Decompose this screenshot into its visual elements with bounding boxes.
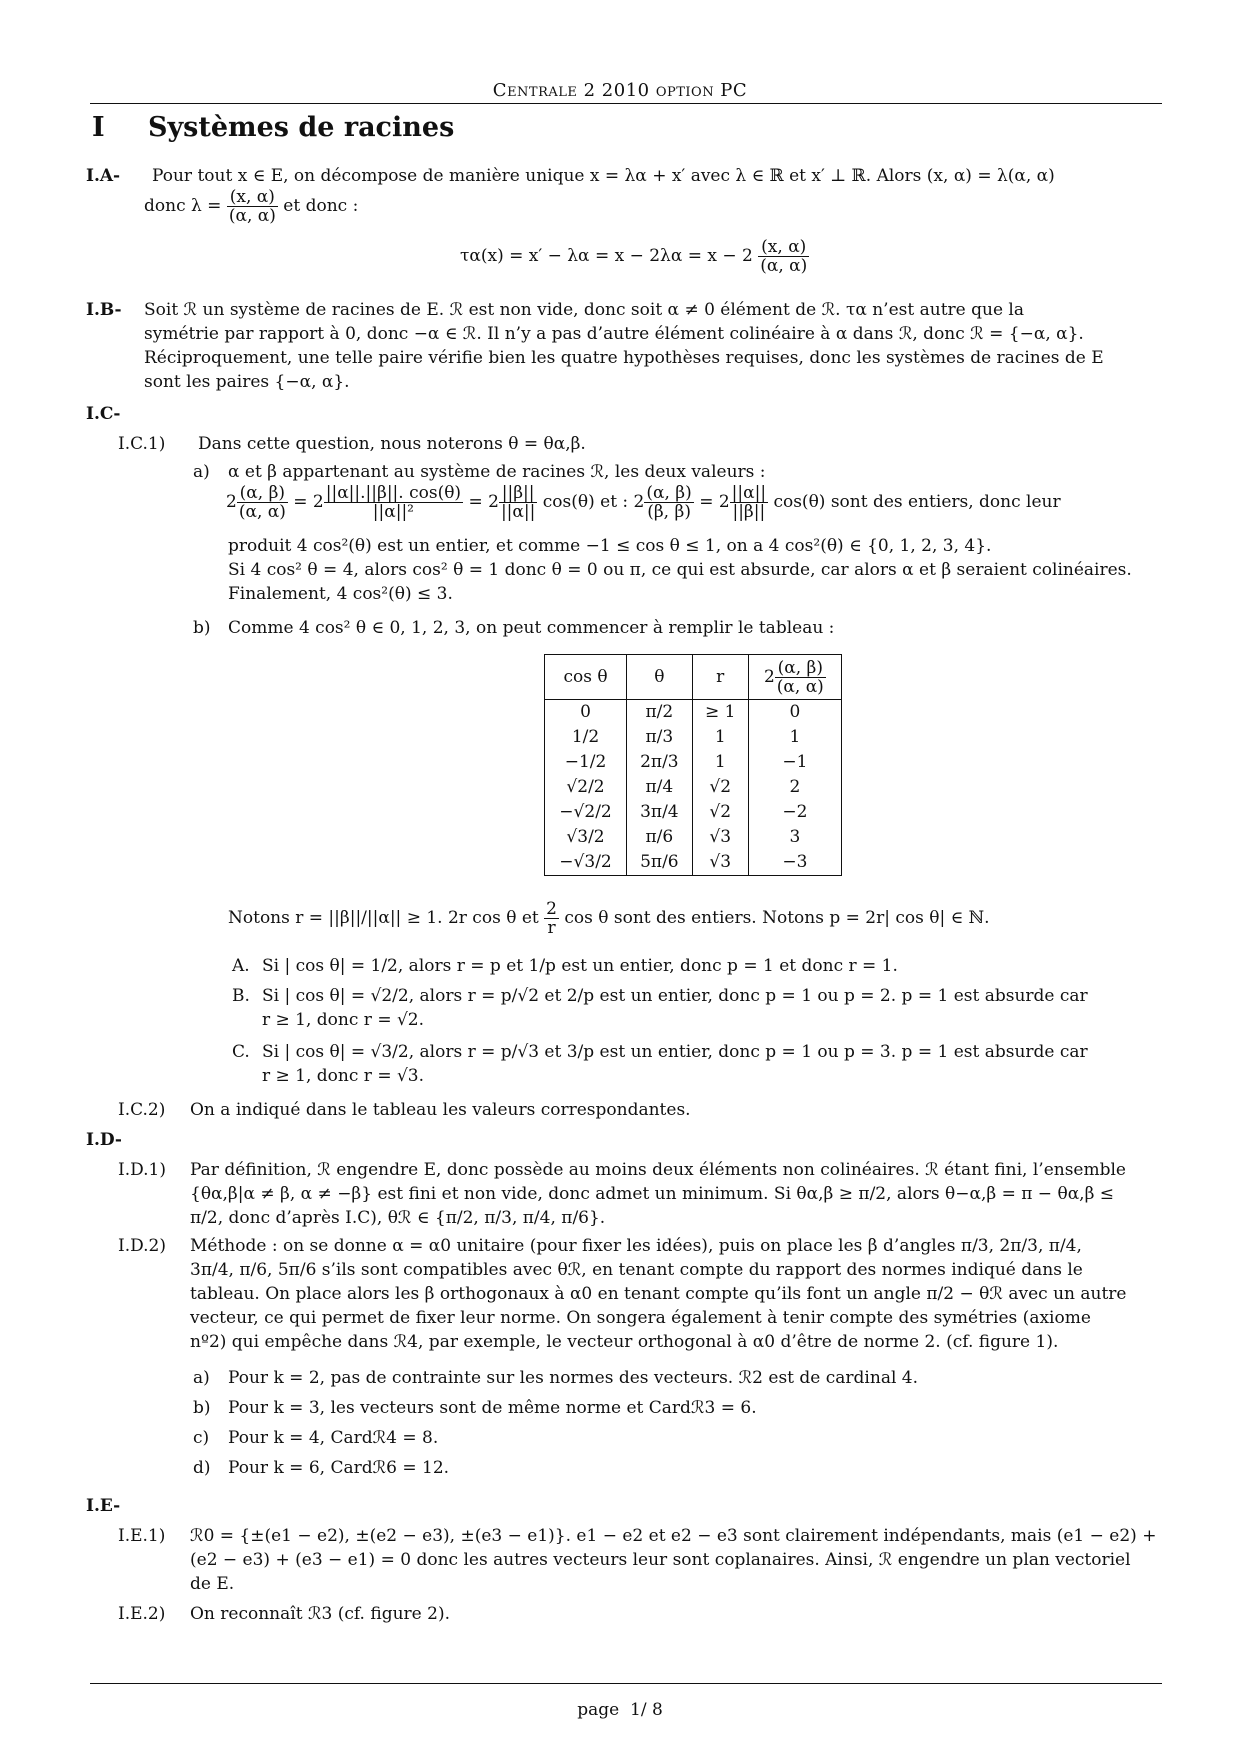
label-IE2: I.E.2) — [118, 1604, 166, 1624]
case-line: r ≥ 1, donc r = √3. — [262, 1066, 425, 1086]
label-IE1: I.E.1) — [118, 1526, 166, 1546]
ID-item-text: Pour k = 3, les vecteurs sont de même norme et Cardℛ3 = 6. — [228, 1398, 757, 1418]
case-line: Si | cos θ| = √2/2, alors r = p/√2 et 2/p est un entier, donc p = 1 ou p = 2. p = 1 est absurde car — [262, 986, 1088, 1006]
case-label: C. — [232, 1042, 250, 1062]
ID2-line: vecteur, ce qui permet de fixer leur norme. On songera également à tenir compte des symétries (axiome — [190, 1308, 1091, 1328]
table-header: θ — [627, 655, 693, 700]
IC2-text: On a indiqué dans le tableau les valeurs correspondantes. — [190, 1100, 691, 1120]
IA-line2-pre: donc λ = — [144, 196, 222, 216]
ID-item-text: Pour k = 4, Cardℛ4 = 8. — [228, 1428, 439, 1448]
IE1-line: (e2 − e3) + (e3 − e1) = 0 donc les autres vecteurs leur sont coplanaires. Ainsi, ℛ engendre un plan vectoriel — [190, 1550, 1131, 1570]
case-label: B. — [232, 986, 250, 1006]
fraction: $\frac{||\alpha||}{||\beta||}$ — [731, 483, 767, 522]
table-header: cos θ — [545, 655, 627, 700]
section-number: I — [92, 112, 105, 143]
ID2-line: 3π/4, π/6, 5π/6 s’ils sont compatibles avec θℛ, en tenant compte du rapport des normes indiqué dans le — [190, 1260, 1083, 1280]
IA-line1: Pour tout x ∈ E, on décompose de manière unique x = λα + x′ avec λ ∈ ℝ et x′ ⊥ ℝ. Alors (x, α) = λ(α, α) — [152, 166, 1055, 186]
label-IC2: I.C.2) — [118, 1100, 166, 1120]
IE2-text: On reconnaît ℛ3 (cf. figure 2). — [190, 1604, 450, 1624]
table-row: −√2/2 3π/4 √2 −2 — [545, 800, 842, 825]
fraction: $\frac{2}{r}$ — [546, 899, 557, 938]
table-row: 0 π/2 ≥ 1 0 — [545, 700, 842, 726]
IA-line2-post: et donc : — [283, 196, 359, 216]
ID1-line: {θα,β|α ≠ β, α ≠ −β} est fini et non vide, donc admet un minimum. Si θα,β ≥ π/2, alors θ−α,β = π − θα,β ≤ — [190, 1184, 1115, 1204]
ID1-line: π/2, donc d’après I.C), θℛ ∈ {π/2, π/3, π/4, π/6}. — [190, 1208, 606, 1228]
running-header: Centrale 2 2010 option PC — [492, 80, 748, 101]
fraction: $\frac{(\alpha, \beta)}{(\beta, \beta)}$ — [646, 483, 692, 522]
label-ID2: I.D.2) — [118, 1236, 166, 1256]
IE1-line: ℛ0 = {±(e1 − e2), ±(e2 − e3), ±(e3 − e1)}. e1 − e2 et e2 − e3 sont clairement indépendants, mais (e1 − e2) + — [190, 1526, 1157, 1546]
ID-item-text: Pour k = 6, Cardℛ6 = 12. — [228, 1458, 450, 1478]
label-ID1: I.D.1) — [118, 1160, 166, 1180]
ID-item-text: Pour k = 2, pas de contrainte sur les normes des vecteurs. ℛ2 est de cardinal 4. — [228, 1368, 919, 1388]
fraction: $\frac{||\alpha||.||\beta||. \cos(\theta)}{\text{||α||²}}$ — [325, 483, 462, 522]
label-ID: I.D- — [86, 1130, 122, 1150]
IC-notons: Notons r = ||β||/||α|| ≥ 1. 2r cos θ et $\frac{2}{r}$ cos θ sont des entiers. Notons p = 2r| cos θ| ∈ ℕ. — [228, 899, 990, 938]
IB-line: symétrie par rapport à 0, donc −α ∈ ℛ. Il n’y a pas d’autre élément colinéaire à α dans ℛ, donc ℛ = {−α, α}. — [144, 324, 1084, 344]
fraction: $\frac{||\beta||}{||\alpha||}$ — [500, 483, 536, 522]
IA-tau-fraction: $\frac{(x, \alpha)}{(\alpha, \alpha)}$ — [760, 237, 808, 276]
case-line: r ≥ 1, donc r = √2. — [262, 1010, 425, 1030]
label-IC: I.C- — [86, 404, 121, 424]
table-row: −1/2 2π/3 1 −1 — [545, 750, 842, 775]
section-title: Systèmes de racines — [148, 112, 455, 143]
roots-table — [544, 654, 842, 876]
label-IA: I.A- — [86, 166, 121, 186]
page-number: page 1/ 8 — [577, 1700, 663, 1720]
IC1-a-line: Si 4 cos² θ = 4, alors cos² θ = 1 donc θ = 0 ou π, ce qui est absurde, car alors α et β seraient colinéaires. — [228, 560, 1132, 580]
label-IB: I.B- — [86, 300, 122, 320]
IC1-b-text: Comme 4 cos² θ ∈ 0, 1, 2, 3, on peut commencer à remplir le tableau : — [228, 618, 835, 638]
case-line: Si | cos θ| = 1/2, alors r = p et 1/p est un entier, donc p = 1 et donc r = 1. — [262, 956, 898, 976]
IC1-text: Dans cette question, nous noterons θ = θα,β. — [198, 434, 586, 454]
ID-item-label: a) — [193, 1368, 210, 1388]
label-IE: I.E- — [86, 1496, 121, 1516]
IE1-line: de E. — [190, 1574, 235, 1594]
ID2-line: Méthode : on se donne α = α0 unitaire (pour fixer les idées), puis on place les β d’angles π/3, 2π/3, π/4, — [190, 1236, 1082, 1256]
IB-line: Réciproquement, une telle paire vérifie bien les quatre hypothèses requises, donc les systèmes de racines de E — [144, 348, 1104, 368]
table-row: √2/2 π/4 √2 2 — [545, 775, 842, 800]
fraction: $\frac{(\alpha, \beta)}{(\alpha, \alpha)}$ — [238, 483, 286, 522]
IA-tau-formula: τα(x) = x′ − λα = x − 2λα = x − 2 $\frac{(x, \alpha)}{(\alpha, \alpha)}$ — [460, 237, 808, 276]
IA-lambda-fraction: $\frac{(x, \alpha)}{(\alpha, \alpha)}$ — [228, 187, 276, 226]
ID-item-label: b) — [193, 1398, 211, 1418]
ID1-line: Par définition, ℛ engendre E, donc possède au moins deux éléments non colinéaires. ℛ étant fini, l’ensemble — [190, 1160, 1126, 1180]
table-row: √3/2 π/6 √3 3 — [545, 825, 842, 850]
header-rule — [90, 103, 1162, 104]
ID2-line: nº2) qui empêche dans ℛ4, par exemple, le vecteur orthogonal à α0 d’être de norme 2. (cf. figure 1). — [190, 1332, 1059, 1352]
table-header: 2 $\frac{(\alpha, \beta)}{(\alpha, \alpha)}$ — [748, 655, 841, 700]
IA-line2 — [144, 188, 358, 225]
ID2-line: tableau. On place alors les β orthogonaux à α0 en tenant compte qu’ils font un angle π/2 − θℛ avec un autre — [190, 1284, 1127, 1304]
IC1-a-formula: 2 $\frac{(\alpha, \beta)}{(\alpha, \alpha)}$ = 2 $\frac{||\alpha||.||\beta||. \cos(\theta)}{\text{||α||²}}$ = 2 $\frac{||\beta||}{||\alpha||}$ cos(θ) et : 2 $\frac{(\alpha, \beta)}{(\beta, \beta)}$ = 2 $\frac{||\alpha||}{||\beta||}$ cos(θ) sont des entiers, donc leur — [226, 483, 1061, 522]
IC1-a-line: Finalement, 4 cos²(θ) ≤ 3. — [228, 584, 453, 604]
IC1-a-line: produit 4 cos²(θ) est un entier, et comme −1 ≤ cos θ ≤ 1, on a 4 cos²(θ) ∈ {0, 1, 2, 3, 4}. — [228, 536, 992, 556]
ID-item-label: d) — [193, 1458, 211, 1478]
IB-line: sont les paires {−α, α}. — [144, 372, 350, 392]
table-row: 1/2 π/3 1 1 — [545, 725, 842, 750]
case-line: Si | cos θ| = √3/2, alors r = p/√3 et 3/p est un entier, donc p = 1 ou p = 3. p = 1 est absurde car — [262, 1042, 1088, 1062]
table-row: −√3/2 5π/6 √3 −3 — [545, 850, 842, 876]
ID-item-label: c) — [193, 1428, 210, 1448]
label-IC1-a: a) — [193, 462, 210, 482]
label-IC1: I.C.1) — [118, 434, 166, 454]
case-label: A. — [232, 956, 250, 976]
label-IC1-b: b) — [193, 618, 211, 638]
IC1-a-intro: α et β appartenant au système de racines ℛ, les deux valeurs : — [228, 462, 766, 482]
table-header: r — [692, 655, 748, 700]
footer-rule — [90, 1683, 1162, 1684]
IB-line: Soit ℛ un système de racines de E. ℛ est non vide, donc soit α ≠ 0 élément de ℛ. τα n’est autre que la — [144, 300, 1024, 320]
